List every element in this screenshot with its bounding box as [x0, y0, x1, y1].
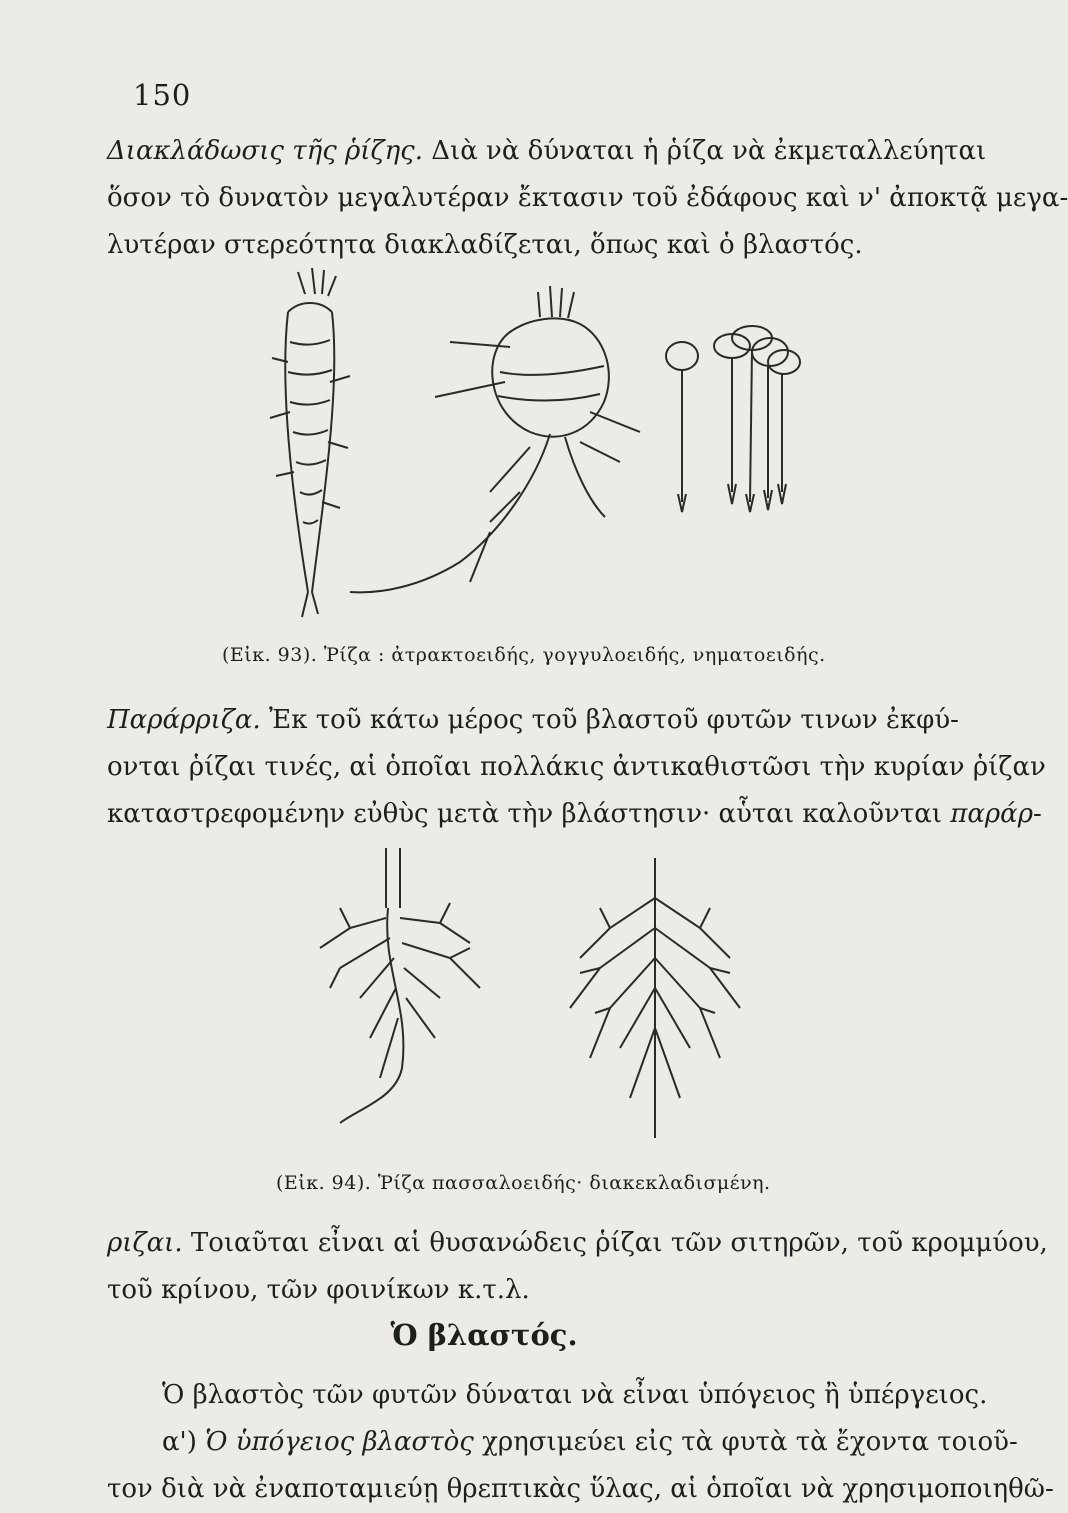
- section-title-adventitious: Παράρριζα.: [107, 705, 261, 735]
- paragraph-branching: Διακλάδωσις τῆς ῥίζης. Διὰ νὰ δύναται ἡ ῥίζα νὰ ἐκμεταλλεύηται ὅσον τὸ δυνατὸν μεγαλυτέραν ἔκτασιν τοῦ ἐδάφους καὶ ν' ἀποκτᾷ μεγα- λυτέραν στερεότητα διακλαδίζεται, ὅπως καὶ ὁ βλαστός.: [107, 136, 1068, 260]
- root-types-drawing: [260, 262, 820, 632]
- napiform-root-drawing: [350, 286, 640, 592]
- paragraph-adventitious-roots: Παράρριζα. Ἐκ τοῦ κάτω μέρος τοῦ βλαστοῦ φυτῶν τινων ἐκφύ- ονται ῥίζαι τινές, αἱ ὁποῖαι πολλάκις ἀντικαθιστῶσι τὴν κυρίαν ῥίζαν καταστρεφομένην εὐθὺς μετὰ τὴν βλάστησιν· αὗται καλοῦνται παράρ-: [107, 705, 1046, 829]
- section-heading-stem: Ὁ βλαστός.: [390, 1318, 578, 1352]
- fusiform-root-drawing: [270, 268, 350, 617]
- figure-94-illustration: [310, 848, 790, 1148]
- section-title-branching: Διακλάδωσις τῆς ῥίζης.: [107, 136, 423, 166]
- branched-roots-drawing: [310, 848, 790, 1148]
- filiform-root-drawing: [666, 326, 800, 512]
- figure-94-caption: (Εἰκ. 94). Ῥίζα πασσαλοειδής· διακεκλαδισμένη.: [276, 1172, 771, 1194]
- fibrous-branched-drawing: [570, 858, 740, 1138]
- paragraph-fibrous-examples: ριζαι. Τοιαῦται εἶναι αἱ θυσανώδεις ῥίζαι τῶν σιτηρῶν, τοῦ κρομμύου, τοῦ κρίνου, τῶν φοινίκων κ.τ.λ.: [107, 1228, 1048, 1305]
- page-number: 150: [133, 78, 192, 112]
- figure-93-caption: (Εἰκ. 93). Ῥίζα : ἀτρακτοειδής, γογγυλοειδής, νηματοειδής.: [222, 644, 826, 666]
- taproot-branched-drawing: [320, 848, 480, 1123]
- figure-93-illustration: [260, 262, 820, 632]
- paragraph-stem: Ὁ βλαστὸς τῶν φυτῶν δύναται νὰ εἶναι ὑπόγειος ἢ ὑπέργειος. α') Ὁ ὑπόγειος βλαστὸς χρησιμεύει εἰς τὰ φυτὰ τὰ ἔχοντα τοιοῦ- τον διὰ νὰ ἐναποταμιεύῃ θρεπτικὰς ὕλας, αἱ ὁποῖαι νὰ χρησιμοποιηθῶ-: [107, 1380, 1054, 1504]
